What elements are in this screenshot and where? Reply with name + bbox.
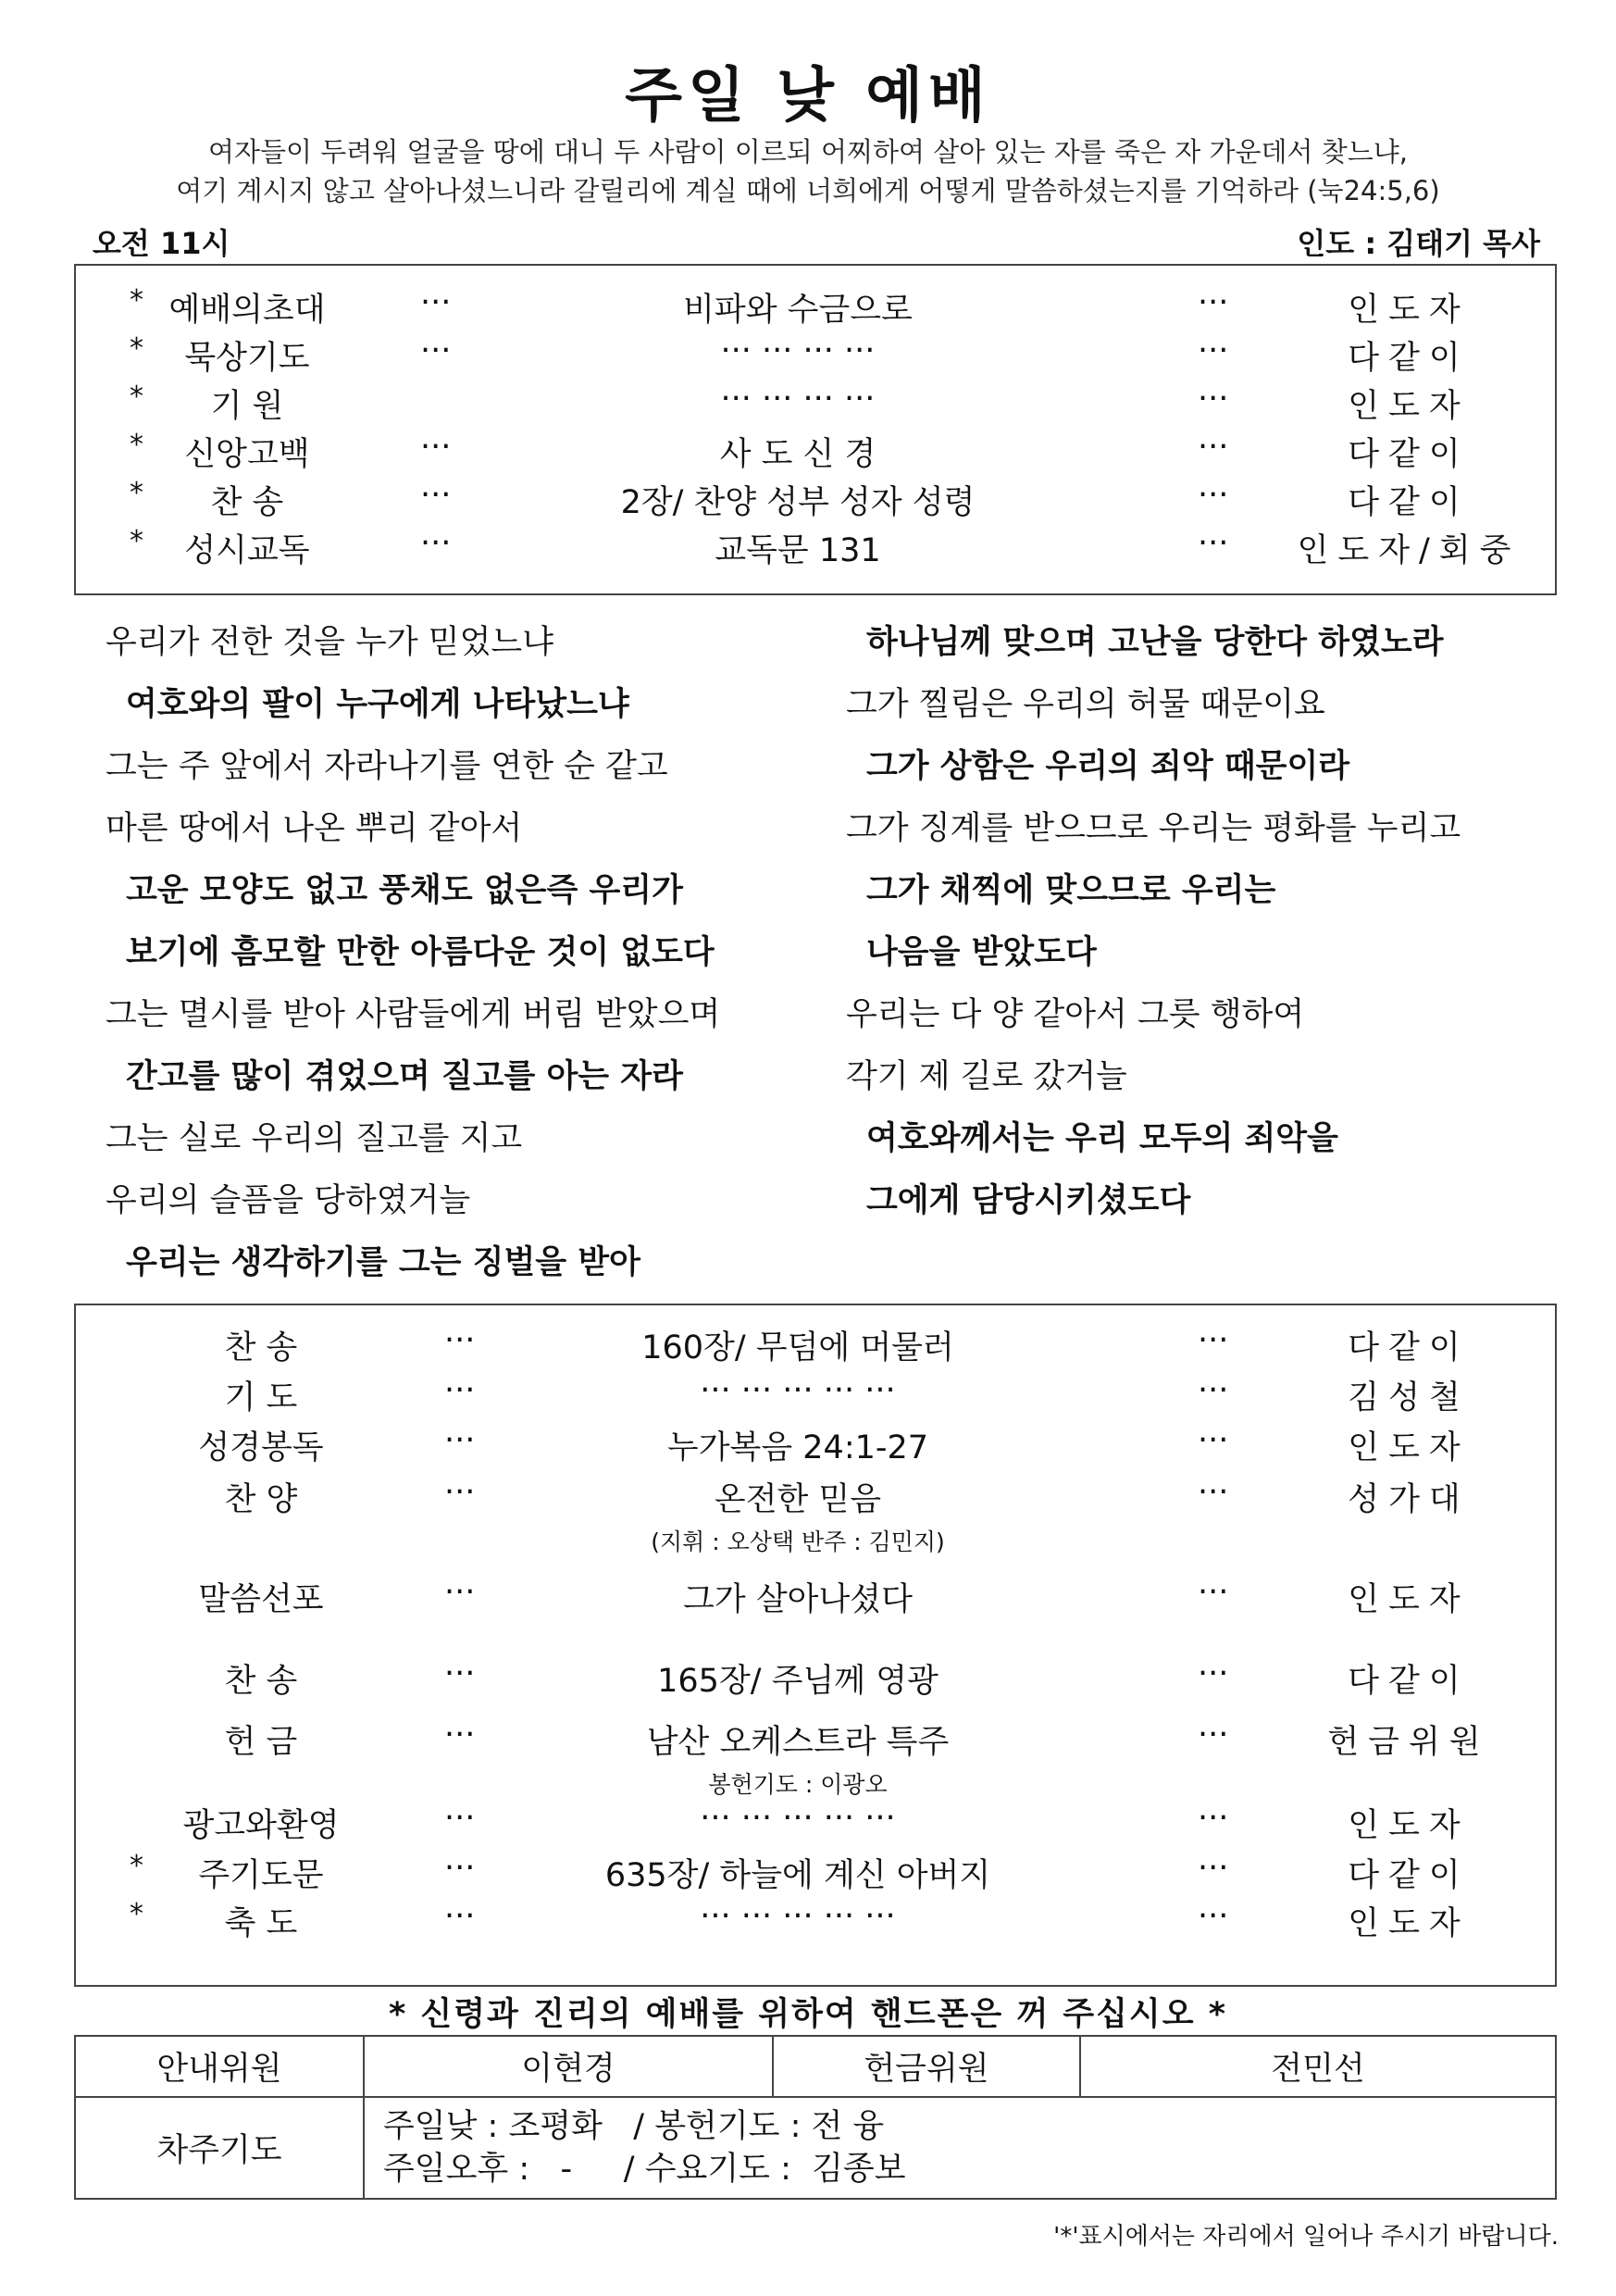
item-content — [594, 1322, 1001, 1368]
item-dots: ··· — [444, 1322, 476, 1359]
item-dots-2: ··· — [1198, 429, 1229, 466]
reading-line: 우리는 다 양 같아서 그릇 행하여 — [846, 996, 1305, 1033]
item-leader: 인도자 — [1348, 388, 1470, 425]
item-name: 묵상기도 — [184, 340, 310, 377]
prayer-line-1: 주일낮 : 조평화 / 봉헌기도 : 전 융 — [383, 2108, 885, 2145]
reading-line: 우리가 전한 것을 누가 믿었느냐 — [106, 624, 554, 661]
item-name: 성시교독 — [184, 532, 310, 569]
reading-line: 보기에 흠모할 만한 아름다운 것이 없도다 — [126, 934, 715, 971]
item-content — [594, 1422, 1001, 1468]
reading-line: 마른 땅에서 나온 뿌리 같아서 — [106, 810, 523, 847]
item-content-main: 남산 오케스트라 특주 — [646, 1724, 950, 1761]
reading-line: 여호와께서는 우리 모두의 죄악을 — [866, 1120, 1338, 1157]
item-content-sub: (지휘 : 오상택 반주 : 김민지) — [651, 1529, 945, 1555]
item-name: 성경봉독 — [198, 1429, 324, 1466]
reading-line: 그가 징계를 받으므로 우리는 평화를 누리고 — [846, 810, 1461, 847]
item-dots: ··· — [420, 332, 452, 369]
star-mark: * — [130, 1850, 143, 1882]
item-leader: 헌금위원 — [1327, 1724, 1490, 1761]
order-box-1 — [74, 264, 1557, 595]
item-dots-2: ··· — [1198, 284, 1229, 321]
item-leader: 인도자 — [1348, 1581, 1470, 1618]
item-dots-2: ··· — [1198, 1655, 1229, 1692]
item-dots-2: ··· — [1198, 1372, 1229, 1409]
item-dots: ··· — [420, 477, 452, 514]
reading-line: 각기 제 길로 갔거늘 — [846, 1058, 1127, 1095]
item-content — [594, 1898, 1001, 1935]
item-content — [594, 1574, 1001, 1620]
item-content — [594, 1850, 1001, 1896]
star-mark: * — [130, 1898, 143, 1930]
item-dots-2: ··· — [1198, 381, 1229, 418]
item-content-main: 교독문 131 — [715, 532, 881, 569]
item-content — [594, 381, 1001, 418]
page-title: 주일 낮 예배 — [625, 62, 991, 131]
reading-line: 그가 찔림은 우리의 허물 때문이요 — [846, 686, 1325, 723]
item-leader: 다같이 — [1348, 1663, 1470, 1700]
item-content-main: 사 도 신 경 — [719, 436, 876, 473]
star-mark: * — [130, 477, 143, 509]
item-dots: ··· — [420, 429, 452, 466]
reading-line: 간고를 많이 겪었으며 질고를 아는 자라 — [126, 1058, 683, 1095]
item-content — [594, 1655, 1001, 1702]
item-content-main: ··· ··· ··· ··· — [720, 381, 876, 418]
reading-line: 나음을 받았도다 — [866, 934, 1097, 971]
prayer-line-2: 주일오후 : - / 수요기도 : 김종보 — [383, 2151, 906, 2188]
item-dots-2: ··· — [1198, 1800, 1229, 1837]
item-dots: ··· — [444, 1716, 476, 1753]
item-content-main: 635장/ 하늘에 계신 아버지 — [604, 1857, 991, 1894]
item-name: 기 도 — [224, 1379, 298, 1416]
reading-line: 여호와의 팔이 누구에게 나타났느냐 — [126, 686, 629, 723]
item-name: 말씀선포 — [198, 1581, 324, 1618]
reading-line: 고운 모양도 없고 풍채도 없은즉 우리가 — [126, 872, 683, 909]
item-content — [594, 1474, 1001, 1557]
usher-label: 안내위원 — [75, 2036, 364, 2097]
item-leader: 다같이 — [1348, 484, 1470, 521]
item-content-main: 160장/ 무덤에 머물러 — [641, 1329, 954, 1366]
verse-line-2: 여기 계시지 않고 살아나셨느니라 갈릴리에 계실 때에 너희에게 어떻게 말씀하셨는지를 기억하라 (눅24:5,6) — [176, 175, 1440, 206]
item-dots: ··· — [444, 1850, 476, 1887]
item-name: 찬 송 — [224, 1329, 298, 1366]
item-name: 축 도 — [224, 1905, 298, 1942]
item-dots-2: ··· — [1198, 1898, 1229, 1935]
item-content — [594, 284, 1001, 331]
item-dots: ··· — [444, 1655, 476, 1692]
item-leader: 인도자 — [1348, 1429, 1470, 1466]
offering-value: 전민선 — [1080, 2036, 1556, 2097]
item-dots: ··· — [444, 1898, 476, 1935]
item-name: 찬 송 — [210, 484, 284, 521]
verse-line-1: 여자들이 두려워 얼굴을 땅에 대니 두 사람이 이르되 어찌하여 살아 있는 자를 죽은 자 가운데서 찾느냐, — [207, 136, 1409, 168]
item-content-main: 165장/ 주님께 영광 — [657, 1663, 939, 1700]
item-content-main: 그가 살아나셨다 — [683, 1581, 913, 1618]
footnote: '*'표시에서는 자리에서 일어나 주시기 바랍니다. — [1053, 2223, 1559, 2251]
offering-label: 헌금위원 — [773, 2036, 1080, 2097]
item-name: 예배의초대 — [168, 292, 326, 329]
item-dots: ··· — [444, 1422, 476, 1459]
item-content — [594, 1716, 1001, 1800]
star-mark: * — [130, 284, 143, 317]
item-leader: 김성철 — [1348, 1379, 1470, 1416]
item-dots-2: ··· — [1198, 525, 1229, 562]
item-name: 신앙고백 — [184, 436, 310, 473]
info-table — [74, 2035, 1557, 2200]
item-content — [594, 477, 1001, 523]
reading-line: 그는 주 앞에서 자라나기를 연한 순 같고 — [106, 748, 668, 785]
item-content-main: 2장/ 찬양 성부 성자 성령 — [620, 484, 976, 521]
star-mark: * — [130, 525, 143, 557]
item-content — [594, 332, 1001, 369]
item-content-main: 온전한 믿음 — [714, 1481, 882, 1518]
service-leader: 인도 : 김태기 목사 — [1297, 226, 1540, 261]
reading-line: 하나님께 맞으며 고난을 당한다 하였노라 — [866, 624, 1444, 661]
item-dots-2: ··· — [1198, 1422, 1229, 1459]
reading-line: 그는 실로 우리의 질고를 지고 — [106, 1120, 523, 1157]
item-name: 기 원 — [210, 388, 284, 425]
item-leader: 다같이 — [1348, 1857, 1470, 1894]
item-content-main: 누가복음 24:1-27 — [666, 1429, 929, 1466]
item-dots-2: ··· — [1198, 1574, 1229, 1611]
item-dots-2: ··· — [1198, 477, 1229, 514]
item-dots: ··· — [444, 1474, 476, 1511]
item-leader: 인도자/회중 — [1297, 532, 1521, 569]
star-mark: * — [130, 429, 143, 461]
item-name: 광고와환영 — [182, 1807, 340, 1844]
item-dots-2: ··· — [1198, 1716, 1229, 1753]
star-mark: * — [130, 381, 143, 413]
item-content-main: ··· ··· ··· ··· — [720, 332, 876, 369]
service-time: 오전 11시 — [93, 226, 230, 261]
item-name: 주기도문 — [198, 1857, 324, 1894]
item-leader: 다같이 — [1348, 340, 1470, 377]
item-content — [594, 1372, 1001, 1409]
item-name: 찬 양 — [224, 1481, 298, 1518]
item-leader: 성가대 — [1348, 1481, 1470, 1518]
item-content-sub: 봉헌기도 : 이광오 — [708, 1771, 888, 1798]
order-box-2 — [74, 1304, 1557, 1987]
reading-line: 우리는 생각하기를 그는 징벌을 받아 — [126, 1244, 640, 1281]
item-dots: ··· — [420, 284, 452, 321]
item-leader: 다같이 — [1348, 436, 1470, 473]
prayer-label: 차주기도 — [75, 2097, 364, 2199]
reading-line: 그가 상함은 우리의 죄악 때문이라 — [866, 748, 1350, 785]
item-dots: ··· — [444, 1574, 476, 1611]
item-leader: 인도자 — [1348, 1905, 1470, 1942]
usher-value: 이현경 — [364, 2036, 773, 2097]
reading-line: 그에게 담당시키셨도다 — [866, 1182, 1191, 1219]
item-dots: ··· — [444, 1800, 476, 1837]
item-dots-2: ··· — [1198, 1322, 1229, 1359]
item-dots-2: ··· — [1198, 1850, 1229, 1887]
item-content-main: 비파와 수금으로 — [683, 292, 913, 329]
responsive-reading — [0, 602, 1616, 1287]
item-leader: 인도자 — [1348, 292, 1470, 329]
reading-line: 그가 채찍에 맞으므로 우리는 — [866, 872, 1276, 909]
item-content — [594, 1800, 1001, 1837]
item-content-main: ··· ··· ··· ··· ··· — [700, 1800, 896, 1837]
item-content-main: ··· ··· ··· ··· ··· — [700, 1372, 896, 1409]
reading-line: 그는 멸시를 받아 사람들에게 버림 받았으며 — [106, 996, 721, 1033]
item-dots-2: ··· — [1198, 332, 1229, 369]
item-dots: ··· — [420, 525, 452, 562]
item-content — [594, 525, 1001, 571]
item-name: 헌 금 — [224, 1724, 298, 1761]
item-leader: 다같이 — [1348, 1329, 1470, 1366]
phone-notice: * 신령과 진리의 예배를 위하여 핸드폰은 꺼 주십시오 * — [388, 1996, 1228, 2033]
item-dots: ··· — [444, 1372, 476, 1409]
item-leader: 인도자 — [1348, 1807, 1470, 1844]
star-mark: * — [130, 332, 143, 365]
reading-line: 우리의 슬픔을 당하였거늘 — [106, 1182, 471, 1219]
item-content-main: ··· ··· ··· ··· ··· — [700, 1898, 896, 1935]
item-content — [594, 429, 1001, 475]
item-dots-2: ··· — [1198, 1474, 1229, 1511]
item-name: 찬 송 — [224, 1663, 298, 1700]
